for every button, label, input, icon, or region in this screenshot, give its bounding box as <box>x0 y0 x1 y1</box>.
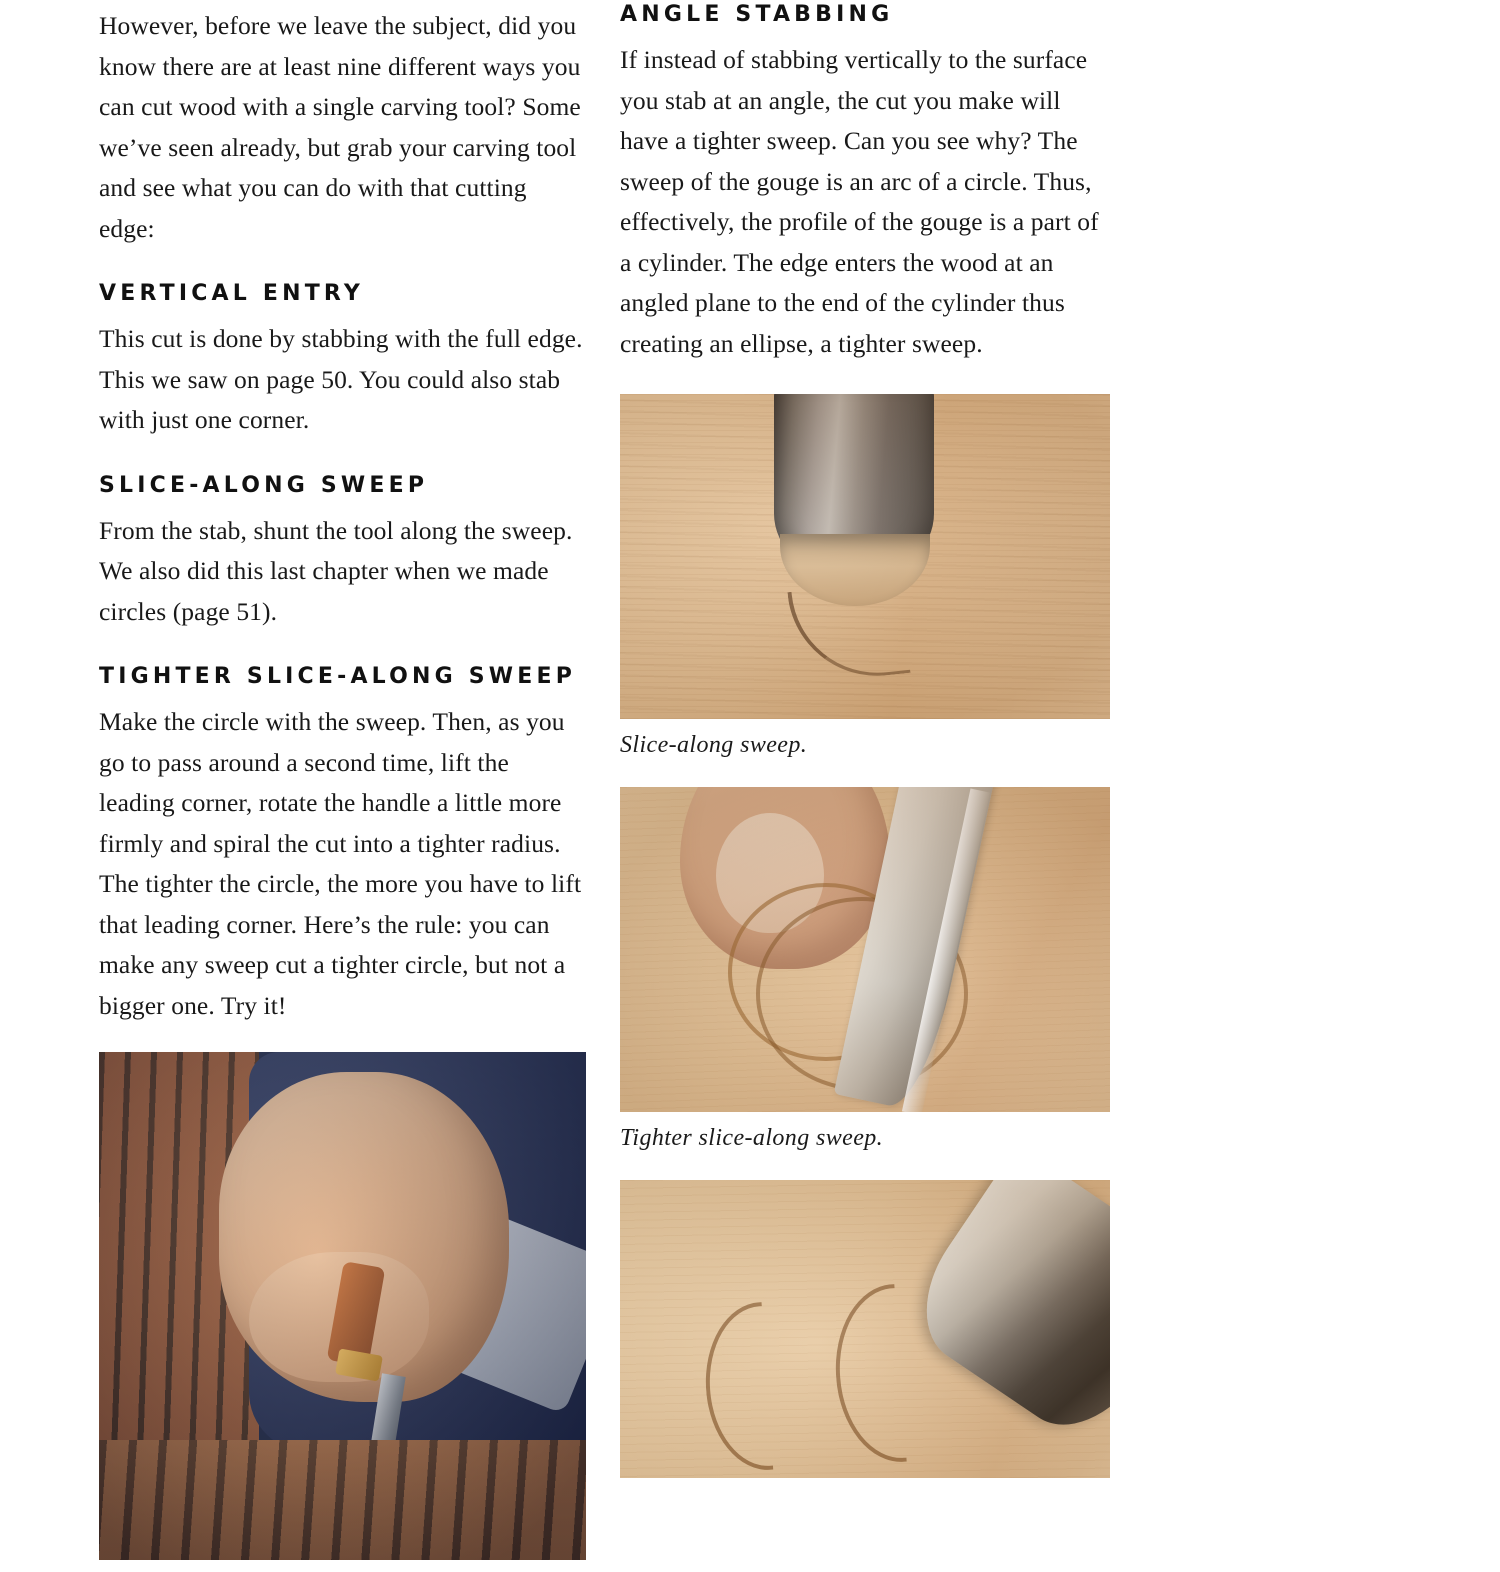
heading-tighter-slice-along-sweep: TIGHTER SLICE-ALONG SWEEP <box>99 664 577 689</box>
photo-shading <box>620 787 1110 1112</box>
caption-tighter-slice-along-sweep: Tighter slice-along sweep. <box>620 1125 884 1151</box>
tighter-slice-along-sweep-photo <box>620 787 1110 1112</box>
figure-slice-along-sweep <box>620 394 1110 761</box>
figure-tighter-slice-along-sweep <box>620 787 1110 1154</box>
intro-block <box>99 0 586 249</box>
carver-using-gouge-photo <box>99 1052 586 1560</box>
photo-shading <box>620 394 1110 719</box>
caption-slice-along-sweep: Slice-along sweep. <box>620 732 808 758</box>
angle-stabbing-photo <box>620 1180 1110 1478</box>
paragraph-angle-stabbing: If instead of stabbing vertically to the surface you stab at an angle, the cut you make will have a tighter sweep. Can you see why? The sweep of the gouge is an arc of a circle. Thus, effectively, the profile of the gouge is a part of a cylinder. The edge enters the wood at an angled plane to the end of the cylinder thus creating an ellipse, a tighter sweep. <box>620 45 1099 358</box>
heading-angle-stabbing: ANGLE STABBING <box>620 2 894 27</box>
photo-shading <box>99 1052 586 1560</box>
slice-along-sweep-photo <box>620 394 1110 719</box>
photo-shading <box>620 1180 1110 1478</box>
intro-paragraph: However, before we leave the subject, did you know there are at least nine different ways you can cut wood with a single carving tool? Some we’ve seen already, but grab your carving tool and see what you can do with that cutting edge: <box>99 11 581 243</box>
paragraph-slice-along-sweep: From the stab, shunt the tool along the sweep. We also did this last chapter when we made circles (page 51). <box>99 515 573 626</box>
heading-slice-along-sweep: SLICE-ALONG SWEEP <box>99 472 429 498</box>
paragraph-tighter-slice-along-sweep: Make the circle with the sweep. Then, as you go to pass around a second time, lift the leading corner, rotate the handle a little more firmly and spiral the cut into a tighter radius. The tighter the circle, the more you have to lift that leading corner. Here’s the rule: you can make any sweep cut a tighter circle, but not a bigger one. Try it! <box>99 707 582 1020</box>
paragraph-vertical-entry: This cut is done by stabbing with the full edge. This we saw on page 50. You could also stab with just one corner. <box>99 324 583 434</box>
heading-vertical-entry: VERTICAL ENTRY <box>99 281 364 306</box>
figure-angle-stabbing <box>620 1180 1110 1478</box>
left-column <box>99 0 586 1572</box>
figure-carver-using-gouge <box>99 1052 586 1560</box>
right-column <box>620 0 1110 1490</box>
